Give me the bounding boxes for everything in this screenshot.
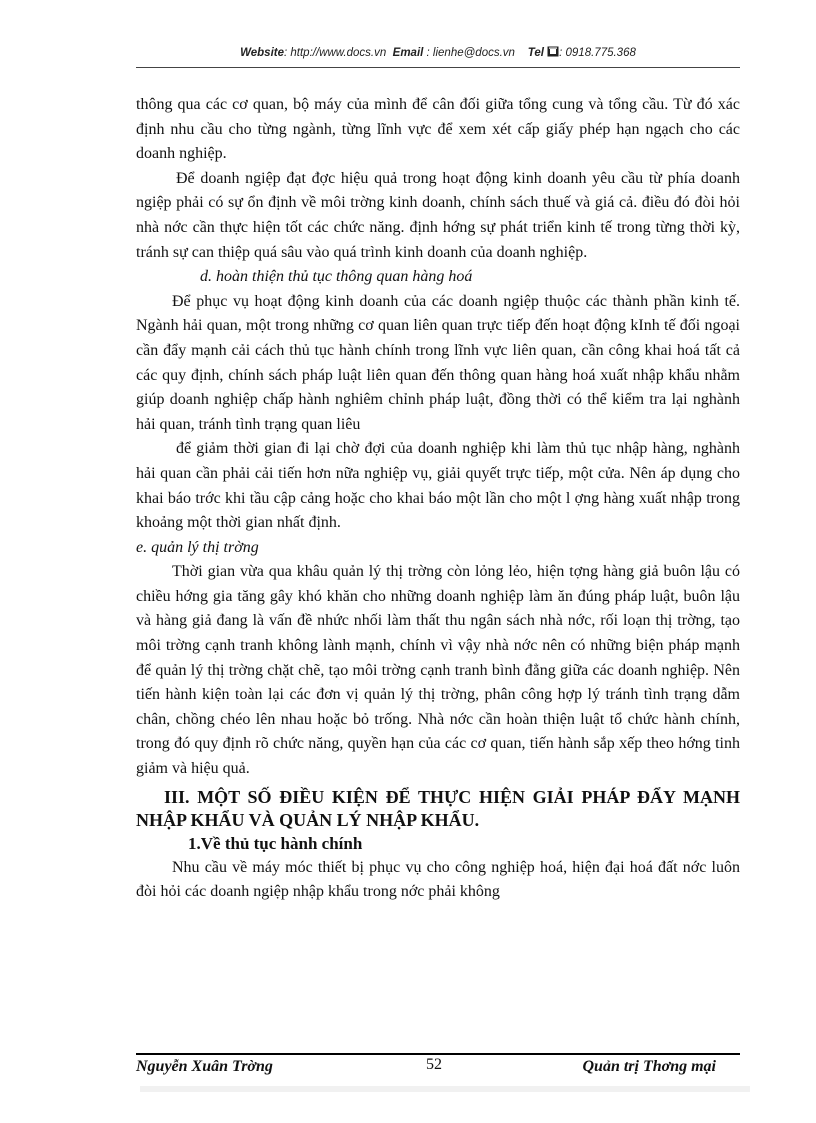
footer-author: Nguyễn Xuân Trờng [136,1058,273,1075]
page-header [136,46,740,60]
paragraph-6: Nhu cầu về máy móc thiết bị phục vụ cho công nghiệp hoá, hiện đại hoá đất nớc luôn đòi hỏi các doanh ngiệp nhập khẩu trong nớc phải không [136,858,740,901]
footer-divider [136,1053,740,1055]
phone-icon [547,46,559,60]
paragraph-4: để giảm thời gian đi lại chờ đợi của doanh nghiệp khi làm thủ tục nhập hàng, nghành hải quan cần phải cải tiến hơn nữa nghiệp vụ, giải quyết trực tiếp, một cửa. Nên áp dụng cho khai báo trớc khi tầu cập cảng hoặc cho khai báo một lần cho một l ợng hàng xuất nhập trong khoảng một thời gian nhất định. [136,440,740,532]
subheading-d: d. hoàn thiện thủ tục thông quan hàng hoá [200,268,473,286]
tel-value: : 0918.775.368 [559,47,636,59]
website-value: : http://www.docs.vn [284,47,387,59]
document-body [136,93,740,905]
section-heading-iii: III. MỘT SỐ ĐIỀU KIỆN ĐỂ THỰC HIỆN GIẢI PHÁP ĐẨY MẠNH NHẬP KHẨU VÀ QUẢN LÝ NHẬP KHẨU. [136,786,740,830]
header-divider [136,67,740,68]
paragraph-1: thông qua các cơ quan, bộ máy của mình để cân đối giữa tổng cung và tổng cầu. Từ đó xác định nhu cầu cho từng ngành, từng lĩnh vực để xem xét cấp giấy phép hạn ngạch cho các doanh nghiệp. [136,96,740,163]
paragraph-2: Để doanh ngiệp đạt đợc hiệu quả trong hoạt động kinh doanh yêu cầu từ phía doanh ngiệp phải có sự ổn định về môi trờng kinh doanh, chính sách thuế và giá cả. điều đó đòi hỏi nhà nớc cần thực hiện tốt các chức năng. định hớng sự phát triển kinh tế trong từng thời kỳ, tránh sự can thiệp quá sâu vào quá trình kinh doanh của doanh nghiệp. [136,169,740,261]
email-value: : lienhe@docs.vn [423,47,515,59]
page-footer [136,1058,740,1082]
page-shadow [140,1086,750,1092]
subsection-heading-1: 1.Về thủ tục hành chính [188,833,363,853]
website-label: Website [240,47,284,59]
page-number: 52 [426,1056,442,1073]
email-label: Email [392,47,424,59]
tel-label: Tel [527,47,544,59]
paragraph-5: Thời gian vừa qua khâu quản lý thị trờng còn lỏng lẻo, hiện tợng hàng giả buôn lậu có chiều hớng gia tăng gây khó khăn cho những doanh nghiệp làm ăn đúng pháp luật, buôn lậu và hàng giả đang là vấn đề nhức nhối làm thất thu ngân sách nhà nớc, rối loạn thị trờng, tạo môi trờng cạnh tranh không lành mạnh, chính vì vậy nhà nớc nên có những biện pháp mạnh để quản lý thị trờng chặt chẽ, tạo môi trờng cạnh tranh bình đẳng giữa các doanh nghiệp. Nên tiến hành kiện toàn lại các đơn vị quản lý thị trờng, phân công hợp lý tránh tình trạng dẫm chân, chồng chéo lên nhau hoặc bỏ trống. Nhà nớc cần hoàn thiện luật tổ chức hành chính, trong đó quy định rõ chức năng, quyền hạn của các cơ quan, tiến hành sắp xếp theo hớng tinh giảm và hiệu quả. [136,563,740,778]
subheading-e: e. quản lý thị trờng [136,538,259,556]
paragraph-3: Để phục vụ hoạt động kinh doanh của các doanh ngiệp thuộc các thành phần kinh tế. Ngành hải quan, một trong những cơ quan liên quan trực tiếp đến hoạt động kInh tế đối ngoại cần đẩy mạnh cải cách thủ tục hành chính trong lĩnh vực liên quan, cần công khai hoá tất cả các quy định, chính sách pháp luật liên quan đến thông quan hàng hoá xuất nhập khẩu nhằm giúp doanh nghiệp chấp hành nghiêm chỉnh pháp luật, đồng thời có thể kiểm tra lại nghành hải quan, tránh tình trạng quan liêu [136,292,740,433]
footer-subject: Quản trị Thơng mại [582,1058,716,1075]
